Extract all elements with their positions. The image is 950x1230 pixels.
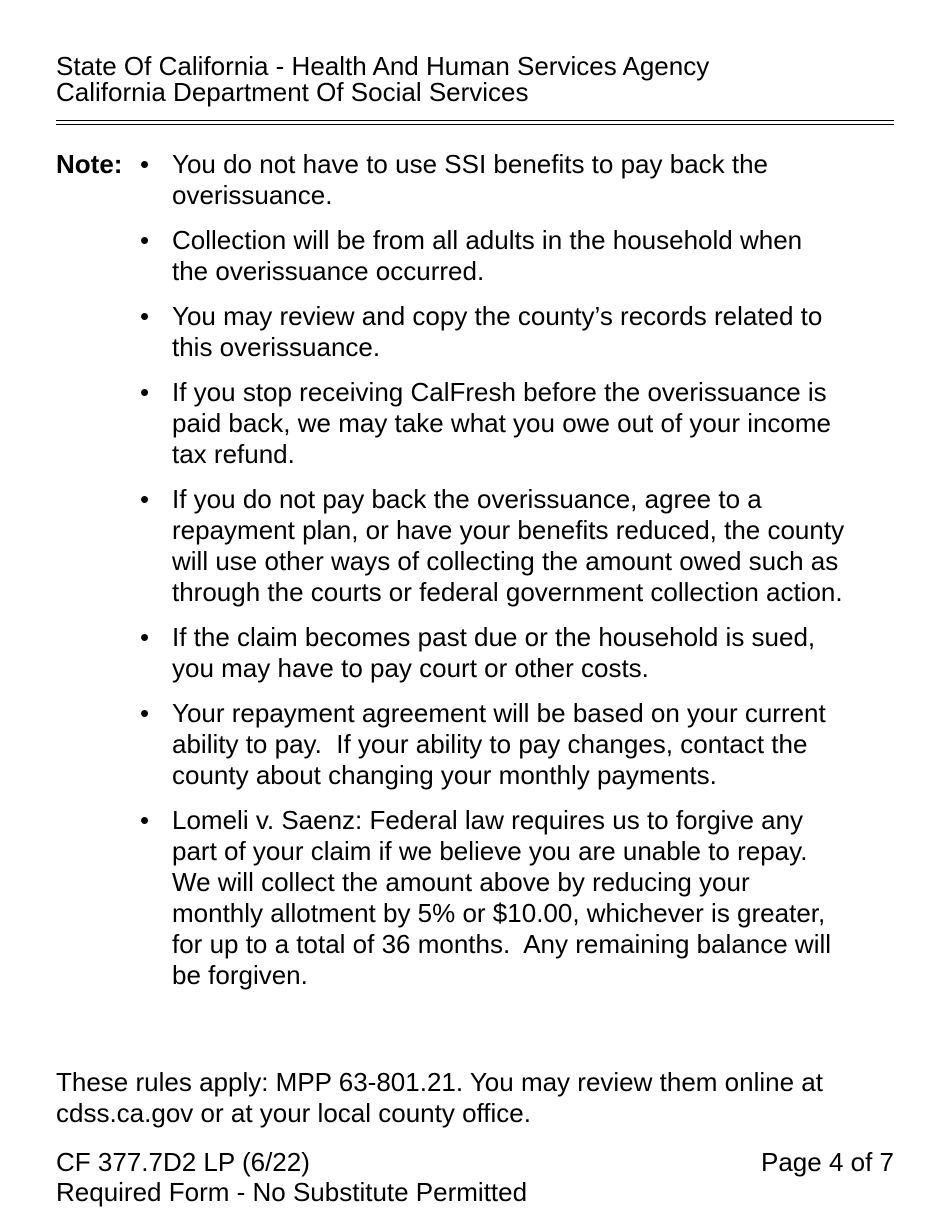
bullet-icon: • — [140, 805, 150, 835]
required-form-notice: Required Form - No Substitute Permitted — [56, 1177, 528, 1207]
note-label: Note: — [56, 149, 123, 179]
department-name: California Department Of Social Services — [56, 77, 529, 107]
list-item-text: Your repayment agreement will be based on your current ability to pay. If your ability to pay changes, contact the county about changing your monthly payments. — [172, 698, 826, 790]
list-item — [140, 805, 900, 991]
agency-name: State Of California - Health And Human Services Agency — [56, 51, 710, 81]
form-footer — [56, 1147, 527, 1207]
header-divider-top — [56, 120, 894, 121]
list-item-text: You do not have to use SSI benefits to pay back the overissuance. — [172, 149, 769, 210]
bullet-icon: • — [140, 484, 150, 514]
rules-reference: These rules apply: MPP 63-801.21. You may review them online at cdss.ca.gov or at your local county office. — [56, 1067, 823, 1128]
list-item-text: If the claim becomes past due or the household is sued, you may have to pay court or other costs. — [172, 622, 816, 683]
list-item — [140, 149, 900, 211]
form-id: CF 377.7D2 LP (6/22) — [56, 1147, 310, 1177]
bullet-icon: • — [140, 622, 150, 652]
list-item-text: If you stop receiving CalFresh before the overissuance is paid back, we may take what you owe out of your income tax refund. — [172, 377, 832, 469]
bullet-icon: • — [140, 698, 150, 728]
page-number: Page 4 of 7 — [761, 1147, 894, 1177]
list-item — [140, 301, 900, 363]
list-item-text: Collection will be from all adults in the household when the overissuance occurred. — [172, 225, 803, 286]
list-item-text: Lomeli v. Saenz: Federal law requires us to forgive any part of your claim if we believe you are unable to repay. We will collect the amount above by reducing your monthly allotment by 5% or $10.00, whichever is greater, for up to a total of 36 months. Any remaining balance will be forgiven. — [172, 805, 832, 990]
bullet-icon: • — [140, 225, 150, 255]
bullet-icon: • — [140, 301, 150, 331]
list-item — [140, 377, 900, 470]
list-item-text: If you do not pay back the overissuance, agree to a repayment plan, or have your benefits reduced, the county will use other ways of collecting the amount owed such as through the courts or federal government collection action. — [172, 484, 845, 607]
agency-header — [56, 53, 709, 105]
bullet-icon: • — [140, 377, 150, 407]
list-item — [140, 698, 900, 791]
bullet-icon: • — [140, 149, 150, 179]
list-item-text: You may review and copy the county’s records related to this overissuance. — [172, 301, 823, 362]
list-item — [140, 225, 900, 287]
note-list — [140, 149, 900, 1005]
header-divider-bottom — [56, 124, 894, 125]
list-item — [140, 622, 900, 684]
list-item — [140, 484, 900, 608]
